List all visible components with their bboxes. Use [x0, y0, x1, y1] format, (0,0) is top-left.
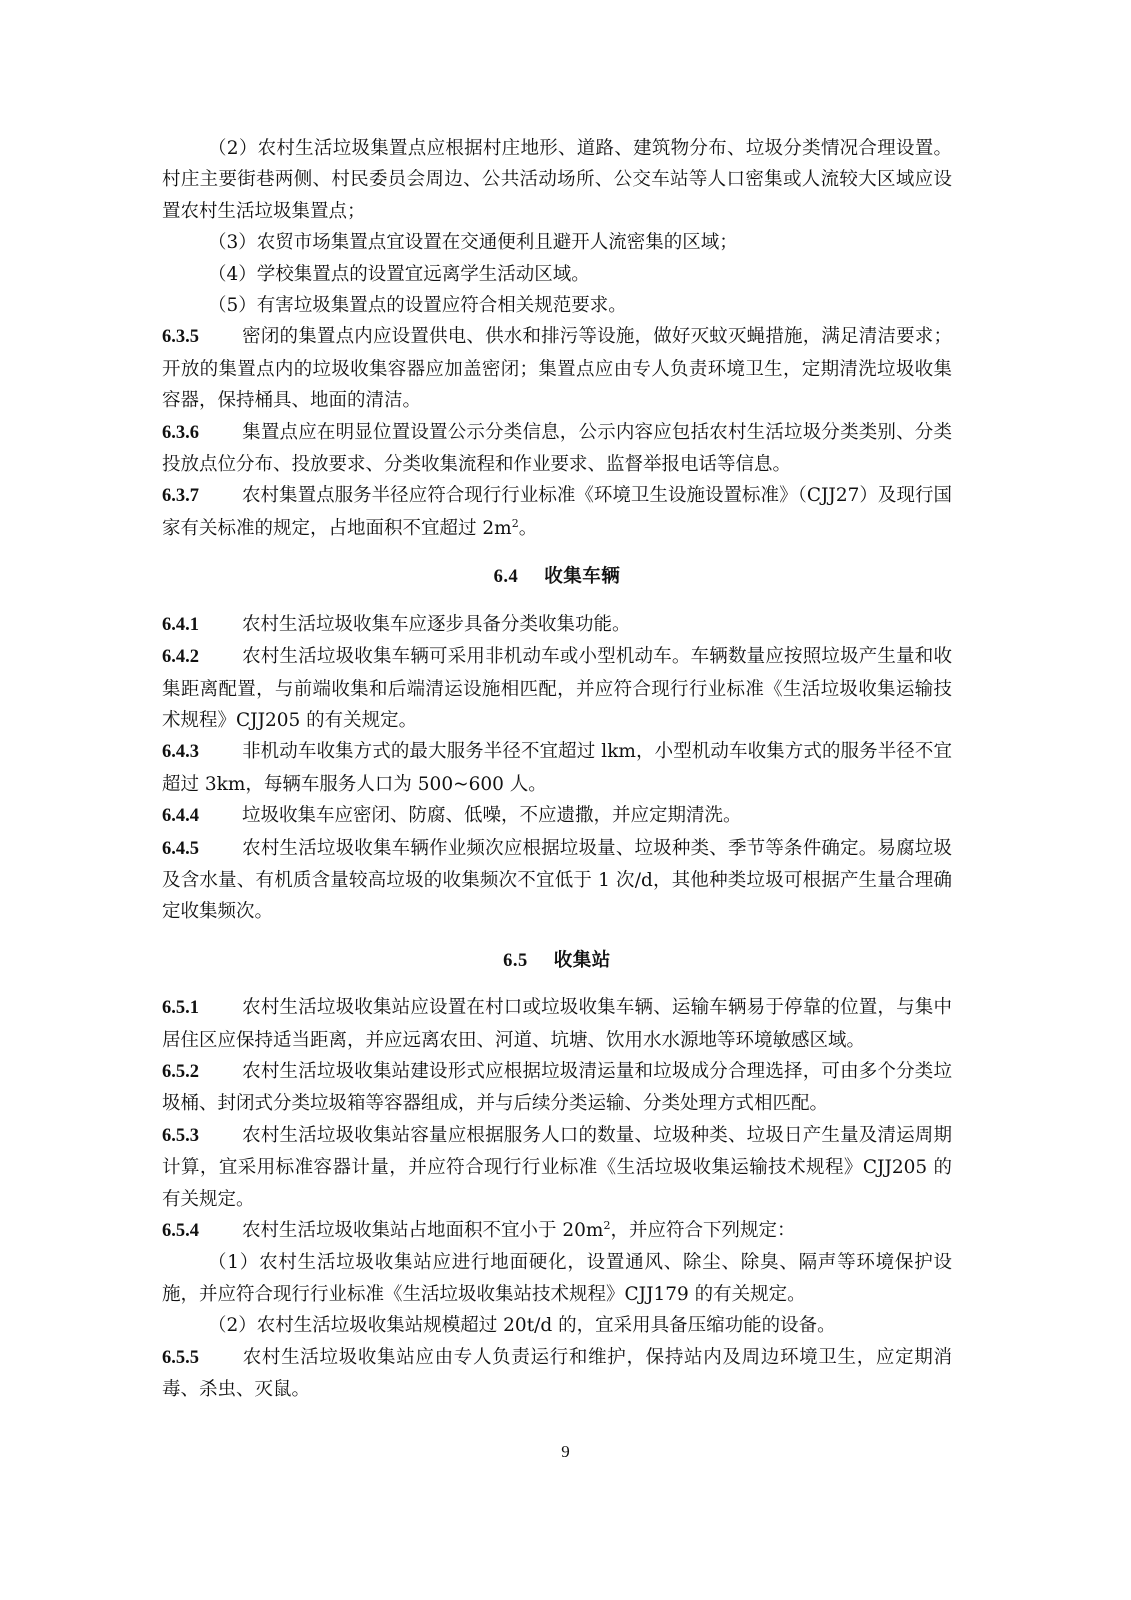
clause-6-5-2 — [162, 1056, 952, 1120]
clause-number: 6.3.6 — [162, 422, 199, 443]
clause-6-4-2 — [162, 641, 952, 736]
clause-text: 垃圾收集车应密闭、防腐、低噪，不应遗撒，并应定期清洗。 — [242, 805, 742, 827]
section-title: 收集车辆 — [544, 566, 621, 588]
clause-number: 6.4.3 — [162, 742, 199, 763]
section-title: 收集站 — [553, 949, 611, 971]
list-item: （2）农村生活垃圾收集站规模超过 20t/d 的，宜采用具备压缩功能的设备。 — [208, 1315, 836, 1337]
clause-number: 6.5.3 — [162, 1125, 199, 1146]
clause-text: 农村生活垃圾收集站应设置在村口或垃圾收集车辆、运输车辆易于停靠的位置，与集中居住区应保持适当距离，并应远离农田、河道、坑塘、饮用水水源地等环境敏感区域。 — [162, 997, 952, 1051]
clause-tail: 。 — [518, 517, 538, 539]
clause-text: 集置点应在明显位置设置公示分类信息，公示内容应包括农村生活垃圾分类类别、分类投放点位分布、投放要求、分类收集流程和作业要求、监督举报电话等信息。 — [162, 421, 952, 476]
clause-6-5-4 — [162, 1215, 952, 1247]
clause-number: 6.4.2 — [162, 647, 199, 668]
page-number: 9 — [561, 1442, 570, 1461]
clause-number: 6.3.7 — [162, 486, 199, 507]
list-item: （2）农村生活垃圾集置点应根据村庄地形、道路、建筑物分布、垃圾分类情况合理设置。村庄主要街巷两侧、村民委员会周边、公共活动场所、公交车站等人口密集或人流较大区域应设置农村生活垃圾集置点； — [162, 138, 952, 222]
superscript: 2 — [603, 1218, 611, 1232]
clause-6-5-1 — [162, 992, 952, 1056]
clause-number: 6.4.5 — [162, 838, 199, 859]
document-body — [162, 133, 952, 1405]
list-item: （5）有害垃圾集置点的设置应符合相关规范要求。 — [208, 295, 627, 317]
clause-text: 农村生活垃圾收集车应逐步具备分类收集功能。 — [242, 613, 631, 635]
clause-number: 6.5.4 — [162, 1221, 199, 1241]
clause-6-4-1 — [162, 609, 952, 641]
list-item: （1）农村生活垃圾收集站应进行地面硬化，设置通风、除尘、除臭、隔声等环境保护设施，并应符合现行行业标准《生活垃圾收集站技术规程》CJJ179 的有关规定。 — [162, 1252, 952, 1305]
clause-tail: ，并应符合下列规定： — [610, 1220, 796, 1241]
clause-6-3-5 — [162, 321, 952, 416]
clause-6-3-7 — [162, 480, 952, 544]
clause-6-4-3 — [162, 736, 952, 800]
clause-text: 农村生活垃圾收集车辆作业频次应根据垃圾量、垃圾种类、季节等条件确定。易腐垃圾及含水量、有机质含量较高垃圾的收集频次不宜低于 1 次/d，其他种类垃圾可根据产生量合理确定收集频次。 — [162, 837, 952, 923]
section-heading-6-5 — [162, 945, 952, 977]
clause-number: 6.5.2 — [162, 1061, 199, 1082]
clause-6-5-3 — [162, 1120, 952, 1215]
clause-text: 农村生活垃圾收集站建设形式应根据垃圾清运量和垃圾成分合理选择，可由多个分类垃圾桶、封闭式分类垃圾箱等容器组成，并与后续分类运输、分类处理方式相匹配。 — [162, 1060, 952, 1115]
clause-text: 农村生活垃圾收集车辆可采用非机动车或小型机动车。车辆数量应按照垃圾产生量和收集距离配置，与前端收集和后端清运设施相匹配，并应符合现行行业标准《生活垃圾收集运输技术规程》CJJ205 的有关规定。 — [162, 646, 952, 731]
clause-text: 农村生活垃圾收集站容量应根据服务人口的数量、垃圾种类、垃圾日产生量及清运周期计算，宜采用标准容器计量，并应符合现行行业标准《生活垃圾收集运输技术规程》CJJ205 的有关规定。 — [162, 1124, 952, 1210]
section-number: 6.4 — [493, 567, 519, 588]
clause-number: 6.5.5 — [162, 1347, 199, 1368]
clause-text: 密闭的集置点内应设置供电、供水和排污等设施，做好灭蚊灭蝇措施，满足清洁要求；开放的集置点内的垃圾收集容器应加盖密闭；集置点应由专人负责环境卫生，定期清洗垃圾收集容器，保持桶具、地面的清洁。 — [162, 326, 952, 412]
clause-6-3-6 — [162, 417, 952, 481]
clause-6-4-4 — [162, 800, 952, 832]
clause-number: 6.4.1 — [162, 614, 199, 635]
clause-6-5-5 — [162, 1342, 952, 1406]
list-item: （3）农贸市场集置点宜设置在交通便利且避开人流密集的区域； — [208, 232, 738, 254]
clause-text: 农村生活垃圾收集站占地面积不宜小于 20m — [242, 1220, 604, 1241]
section-heading-6-4 — [162, 561, 952, 593]
superscript: 2 — [511, 516, 519, 530]
section-number: 6.5 — [503, 950, 528, 971]
list-item: （4）学校集置点的设置宜远离学生活动区域。 — [208, 263, 590, 285]
clause-text: 非机动车收集方式的最大服务半径不宜超过 lkm，小型机动车收集方式的服务半径不宜超过 3km，每辆车服务人口为 500~600 人。 — [162, 741, 952, 795]
clause-6-4-5 — [162, 833, 952, 928]
clause-text: 农村生活垃圾收集站应由专人负责运行和维护，保持站内及周边环境卫生，应定期消毒、杀虫、灭鼠。 — [162, 1346, 952, 1401]
clause-number: 6.4.4 — [162, 806, 199, 827]
clause-number: 6.5.1 — [162, 998, 199, 1019]
clause-text: 农村集置点服务半径应符合现行行业标准《环境卫生设施设置标准》（CJJ27）及现行国家有关标准的规定，占地面积不宜超过 2m — [162, 485, 952, 539]
clause-number: 6.3.5 — [162, 327, 199, 348]
